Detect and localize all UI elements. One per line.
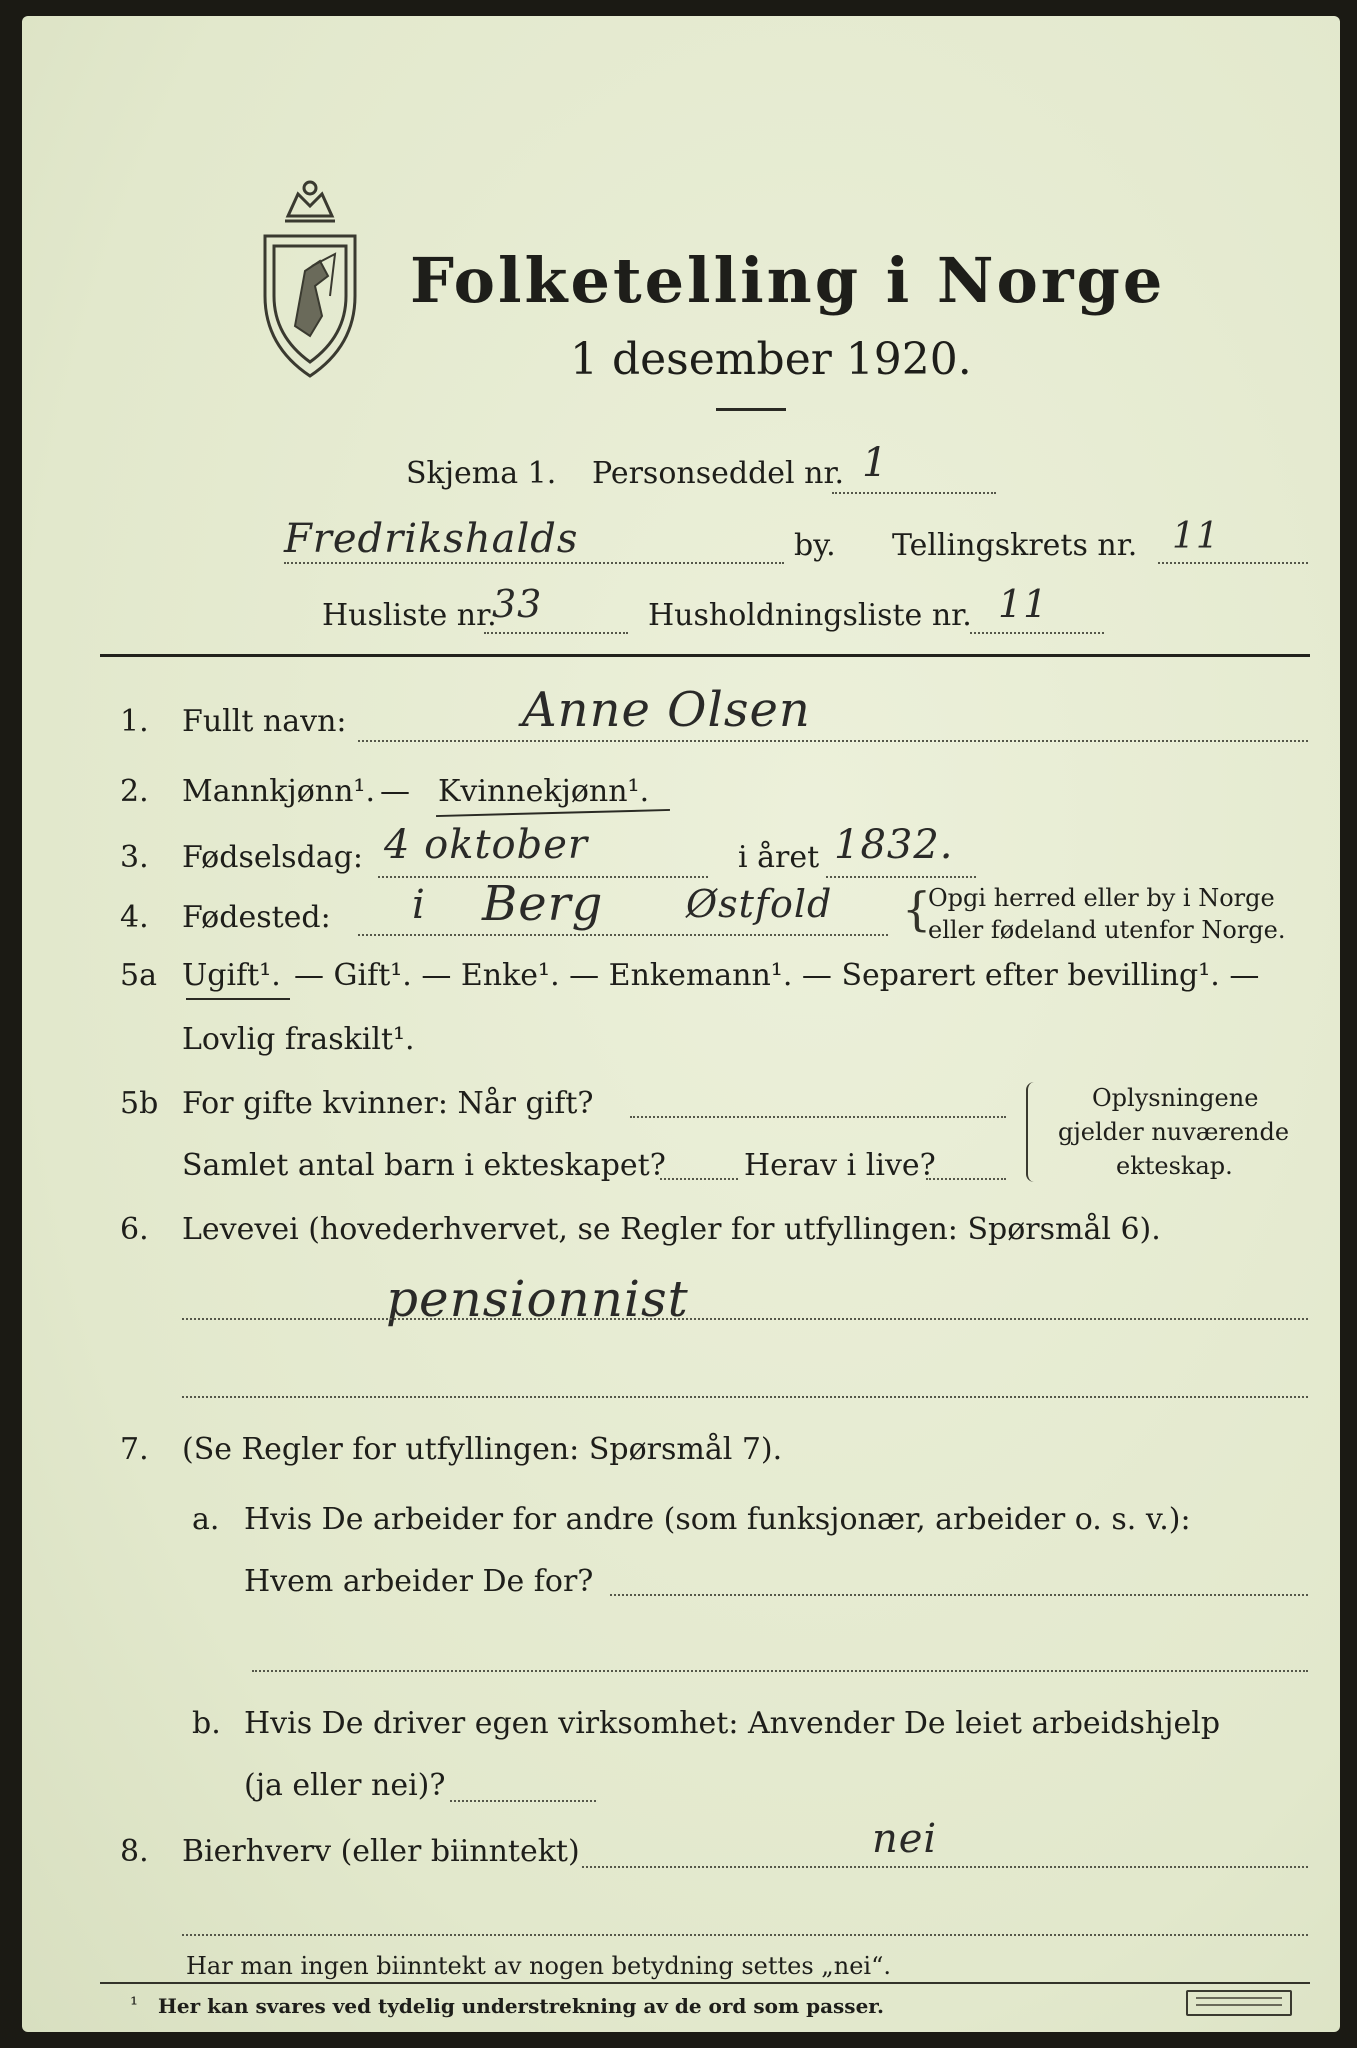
q7-number: 7. [120,1432,149,1467]
q8-line2 [182,1934,1308,1936]
q2-mann: Mannkjønn¹. [182,774,375,809]
q3-aaret-label: i året [738,840,820,875]
q8-number: 8. [120,1834,149,1869]
personseddel-line [832,492,996,494]
q2-kvinne: Kvinnekjønn¹. [438,774,650,809]
q1-value: Anne Olsen [522,682,811,738]
q5b-note1: Oplysningene [1092,1084,1259,1112]
skjema-label: Skjema 1. [406,456,557,491]
form-title: Folketelling i Norge [410,244,1166,317]
husholdning-line [970,632,1104,634]
q4-line [358,934,888,936]
title-rule [716,408,786,411]
q2-number: 2. [120,774,149,809]
footnote-text: Her kan svares ved tydelig understrekning av de ord som passer. [158,1994,884,2018]
q4-value-prefix: i [412,882,426,928]
q6-line1 [182,1318,1308,1320]
q7b-text2: (ja eller nei)? [244,1768,446,1803]
form-date: 1 desember 1920. [570,334,972,385]
by-line [284,562,784,564]
q2-kvinne-underline [436,809,670,817]
q5a-number: 5a [120,958,157,993]
by-label: by. [794,528,836,563]
q4-label: Fødested: [182,900,331,935]
q6-value: pensionnist [386,1270,689,1328]
q3-aaret-line [826,876,976,878]
printer-stamp-icon [1186,1990,1292,2016]
tellingskrets-label: Tellingskrets nr. [892,528,1138,563]
q8-line1 [582,1866,1308,1868]
q5b-note3: ekteskap. [1116,1152,1233,1180]
q5a-ugift-underline [186,998,290,1000]
q7a-line2 [252,1670,1308,1672]
q7a-letter: a. [192,1502,220,1537]
q4-note2: eller fødeland utenfor Norge. [928,916,1286,944]
q4-value2: Østfold [686,882,833,926]
census-form-sheet [22,16,1340,2032]
q5b-note2: gjelder nuværende [1058,1118,1290,1146]
personseddel-label: Personseddel nr. [592,456,845,491]
q5a-ugift: Ugift¹. [182,958,281,993]
q1-label: Fullt navn: [182,704,347,739]
footer-note: Har man ingen biinntekt av nogen betydning settes „nei“. [186,1952,891,1980]
q2-separator: — [380,774,410,809]
q4-value: Berg [482,876,604,932]
q8-label: Bierhverv (eller biinntekt) [182,1834,580,1869]
personseddel-value: 1 [862,440,889,486]
q3-aaret-value: 1832. [834,822,954,868]
q5a-line2: Lovlig fraskilt¹. [182,1022,415,1057]
q5a-rest: — Gift¹. — Enke¹. — Enkemann¹. — Separert efter bevilling¹. — [294,958,1260,993]
q3-label: Fødselsdag: [182,840,363,875]
q7b-line [450,1800,596,1802]
q4-number: 4. [120,900,149,935]
q1-number: 1. [120,704,149,739]
q7a-text2: Hvem arbeider De for? [244,1564,594,1599]
q6-number: 6. [120,1212,149,1247]
husliste-value: 33 [492,582,543,626]
q5b-bracket [1026,1082,1038,1182]
q5b-live-line [926,1178,1006,1180]
q4-brace: { [902,882,932,936]
footnote-mark: ¹ [130,1992,139,2016]
q7b-letter: b. [192,1706,221,1741]
coat-of-arms-icon [250,176,370,386]
q6-label: Levevei (hovederhvervet, se Regler for utfyllingen: Spørsmål 6). [182,1212,1161,1247]
q6-line2 [182,1396,1308,1398]
q5b-barn-line [660,1178,738,1180]
q7b-text: Hvis De driver egen virksomhet: Anvender De leiet arbeidshjelp [244,1706,1221,1741]
q5b-number: 5b [120,1086,159,1121]
q4-note1: Opgi herred eller by i Norge [928,884,1275,912]
q5b-naar-gift-line [630,1116,1006,1118]
q5b-label2: Samlet antal barn i ekteskapet? [182,1148,666,1183]
q7a-line1 [610,1594,1308,1596]
q5b-label3: Herav i live? [744,1148,936,1183]
husholdning-label: Husholdningsliste nr. [648,598,972,633]
q7-label: (Se Regler for utfyllingen: Spørsmål 7). [182,1432,783,1467]
q5b-label1: For gifte kvinner: Når gift? [182,1086,594,1121]
husliste-line [484,632,628,634]
q3-value: 4 oktober [384,822,589,868]
husholdning-value: 11 [998,582,1049,626]
q8-value: nei [872,1816,938,1862]
header-divider [100,654,1310,657]
q3-number: 3. [120,840,149,875]
footer-divider [100,1982,1310,1984]
tellingskrets-value: 11 [1172,516,1220,557]
husliste-label: Husliste nr. [322,598,497,633]
by-value: Fredrikshalds [284,516,579,562]
q7a-text: Hvis De arbeider for andre (som funksjonær, arbeider o. s. v.): [244,1502,1191,1537]
q1-line [358,740,1308,742]
tellingskrets-line [1158,562,1308,564]
